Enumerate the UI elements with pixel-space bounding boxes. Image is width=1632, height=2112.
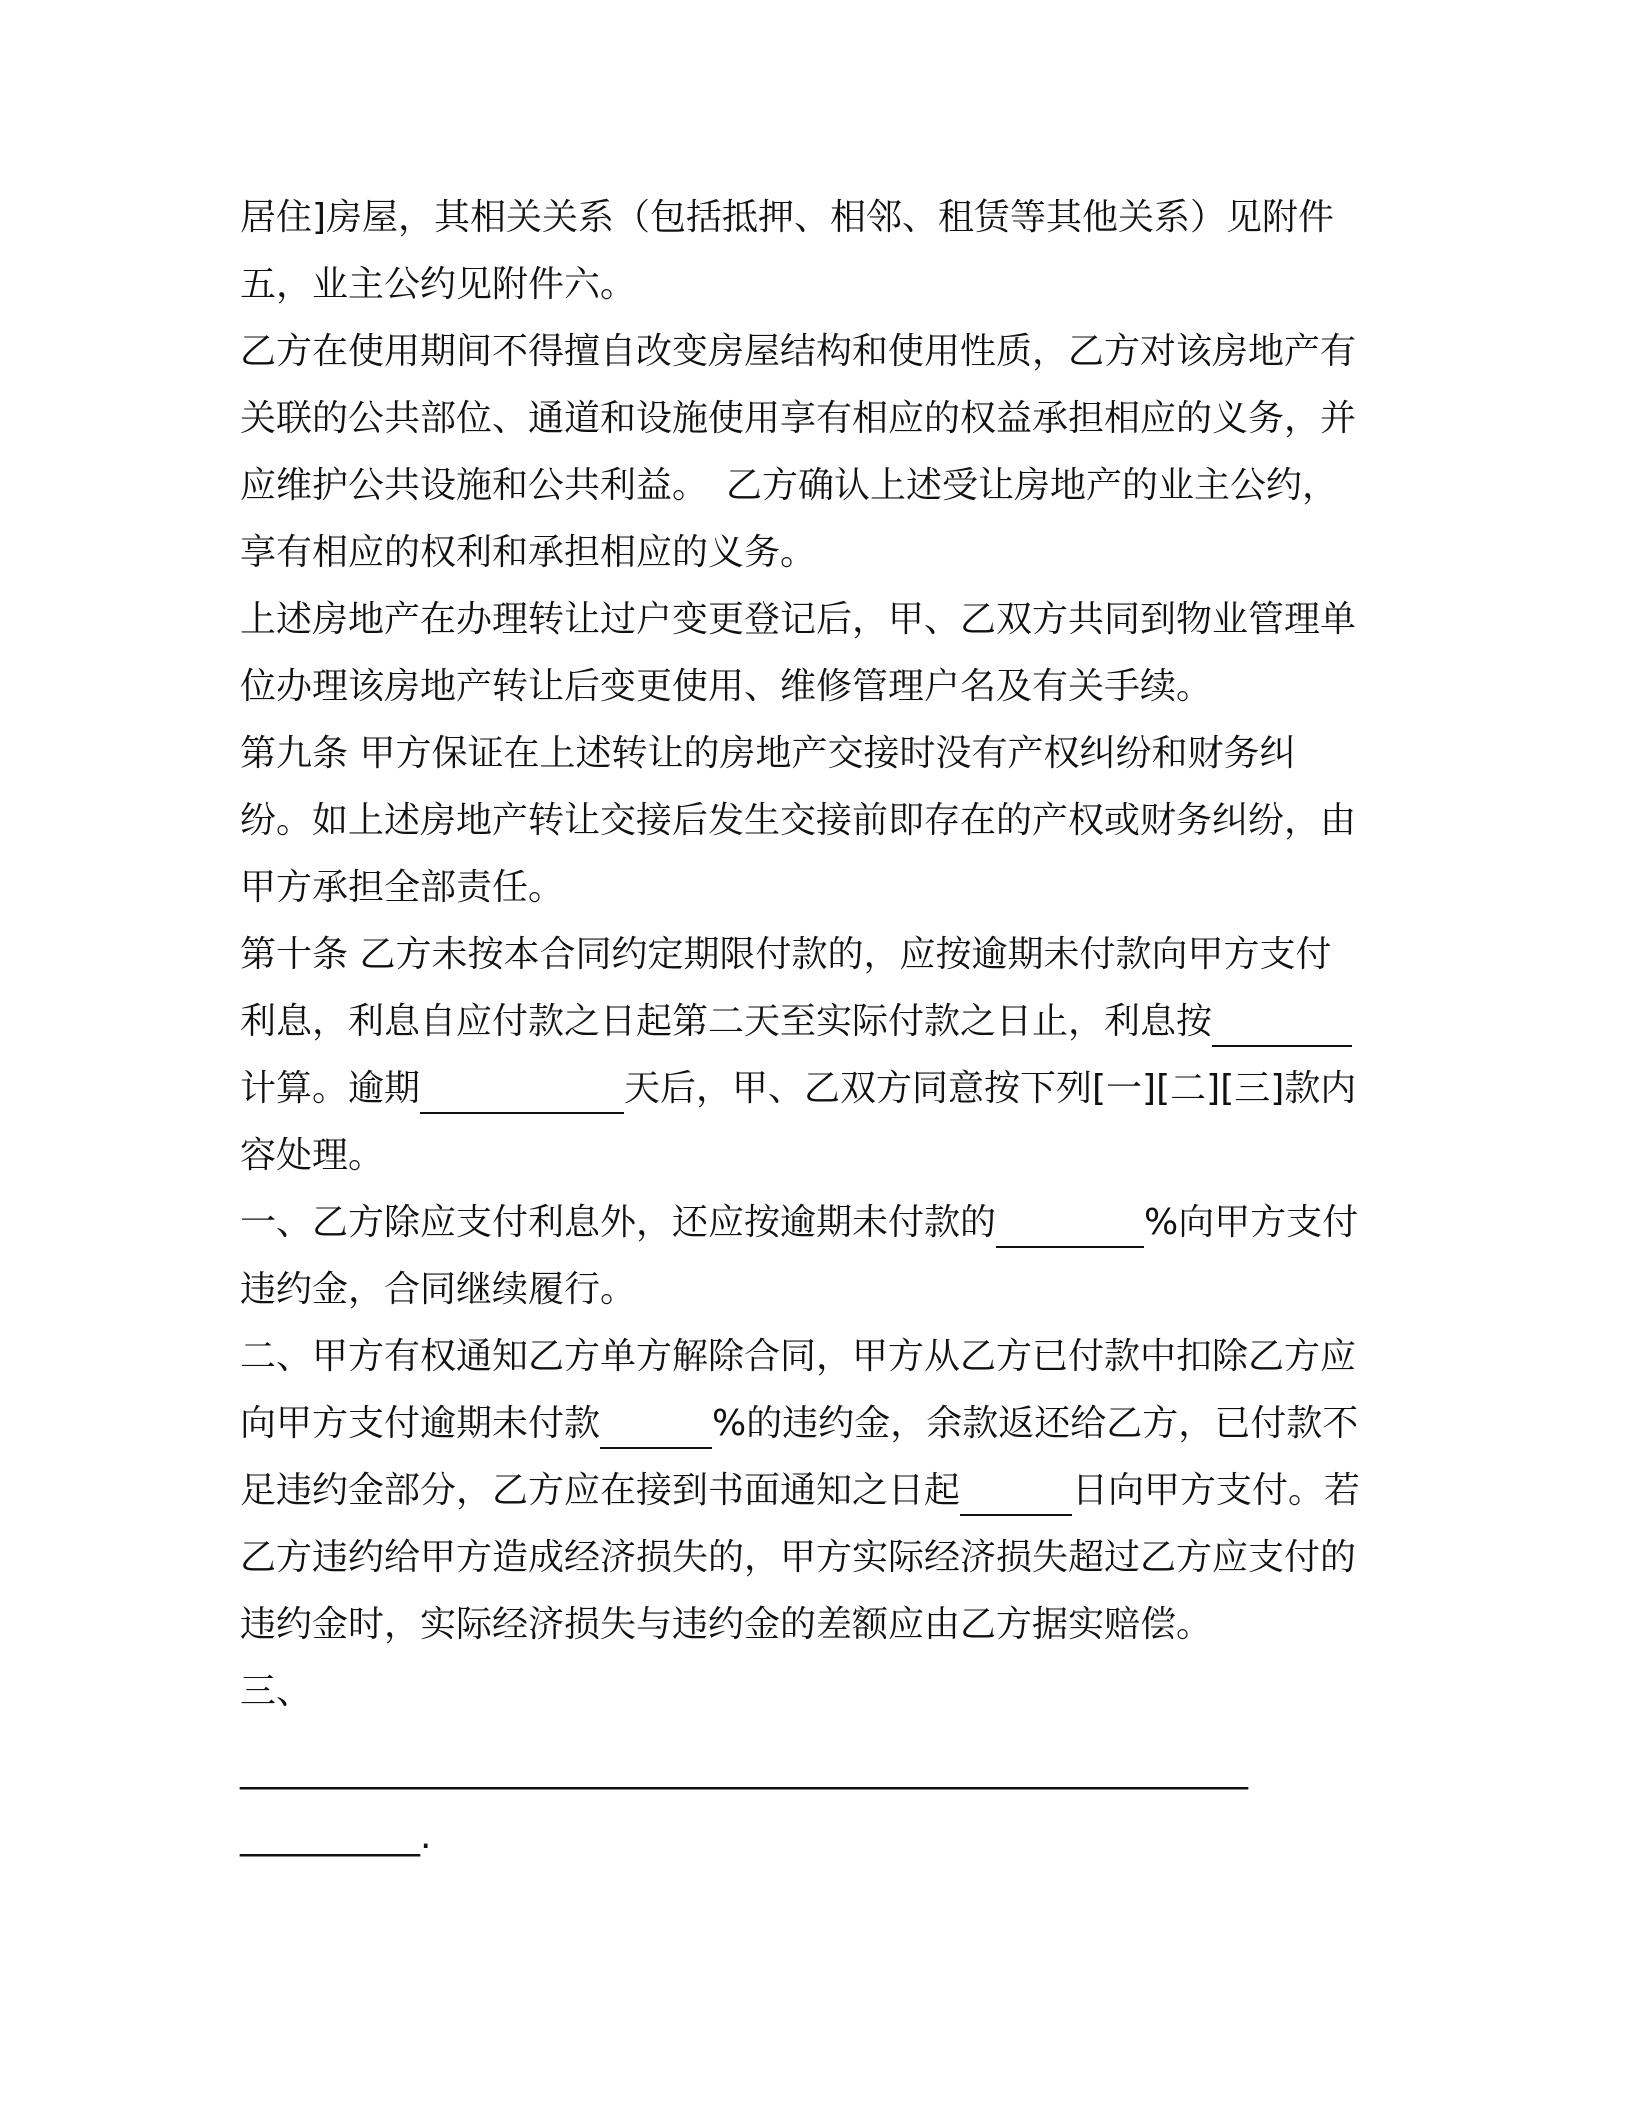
overdue-days-blank[interactable] <box>420 1072 624 1114</box>
text-line: 纷。如上述房地产转让交接后发生交接前即存在的产权或财务纠纷，由 <box>240 800 1357 841</box>
clause-1-text-before: 一、乙方除应支付利息外，还应按逾期未付款的 <box>240 1202 997 1243</box>
clause-2-text-after: %的违约金，余款返还给乙方，已付款不 <box>712 1403 1359 1444</box>
clause-2-days-before: 足违约金部分，乙方应在接到书面通知之日起 <box>240 1470 961 1511</box>
clause-1-line <box>240 1189 1358 1256</box>
interest-text: 利息，利息自应付款之日起第二天至实际付款之日止，利息按 <box>240 1001 1213 1042</box>
article-9-heading-line: 第九条 甲方保证在上述转让的房地产交接时没有产权纠纷和财务纠 <box>240 733 1296 774</box>
penalty-percent-blank[interactable] <box>996 1206 1144 1248</box>
text-line: 五，业主公约见附件六。 <box>240 264 637 305</box>
clause-3-blank-line-end[interactable]: __________. <box>240 1816 432 1857</box>
clause-3-blank-line[interactable]: ________________________________________________________ <box>240 1749 1248 1790</box>
text-line: 乙方在使用期间不得擅自改变房屋结构和使用性质，乙方对该房地产有 <box>240 331 1357 372</box>
calc-text-before: 计算。逾期 <box>240 1068 421 1109</box>
text-line: 乙方违约给甲方造成经济损失的，甲方实际经济损失超过乙方应支付的 <box>240 1537 1357 1578</box>
text-line: 容处理。 <box>240 1135 385 1176</box>
text-line: 位办理该房地产转让后变更使用、维修管理户名及有关手续。 <box>240 666 1213 707</box>
interest-rate-blank[interactable] <box>1212 1005 1352 1047</box>
calc-text-after: 天后，甲、乙双方同意按下列[一][二][三]款内 <box>624 1068 1357 1109</box>
clause-3-label: 三、 <box>240 1671 313 1712</box>
clause-2-text-before: 向甲方支付逾期未付款 <box>240 1403 601 1444</box>
text-line: 享有相应的权利和承担相应的义务。 <box>240 532 817 573</box>
clause-2-percent-line <box>240 1390 1358 1457</box>
clause-2-days-line <box>240 1457 1360 1524</box>
text-line: 违约金时，实际经济损失与违约金的差额应由乙方据实赔偿。 <box>240 1604 1213 1645</box>
overdue-percent-blank[interactable] <box>600 1407 712 1449</box>
text-line: 居住]房屋，其相关关系（包括抵押、相邻、租赁等其他关系）见附件 <box>240 197 1335 238</box>
clause-2-days-after: 日向甲方支付。若 <box>1072 1470 1361 1511</box>
clause-2-line: 二、甲方有权通知乙方单方解除合同，甲方从乙方已付款中扣除乙方应 <box>240 1336 1357 1377</box>
text-line: 关联的公共部位、通道和设施使用享有相应的权益承担相应的义务，并 <box>240 398 1357 439</box>
interest-line <box>240 988 1352 1055</box>
clause-1-text-after: %向甲方支付 <box>1144 1202 1359 1243</box>
calc-line <box>240 1055 1356 1122</box>
payment-days-blank[interactable] <box>960 1474 1072 1516</box>
text-line: 应维护公共设施和公共利益。 乙方确认上述受让房地产的业主公约， <box>240 465 1339 506</box>
text-line: 甲方承担全部责任。 <box>240 867 565 908</box>
text-line: 违约金，合同继续履行。 <box>240 1269 637 1310</box>
article-10-heading-line: 第十条 乙方未按本合同约定期限付款的，应按逾期未付款向甲方支付 <box>240 934 1332 975</box>
text-line: 上述房地产在办理转让过户变更登记后，甲、乙双方共同到物业管理单 <box>240 599 1357 640</box>
